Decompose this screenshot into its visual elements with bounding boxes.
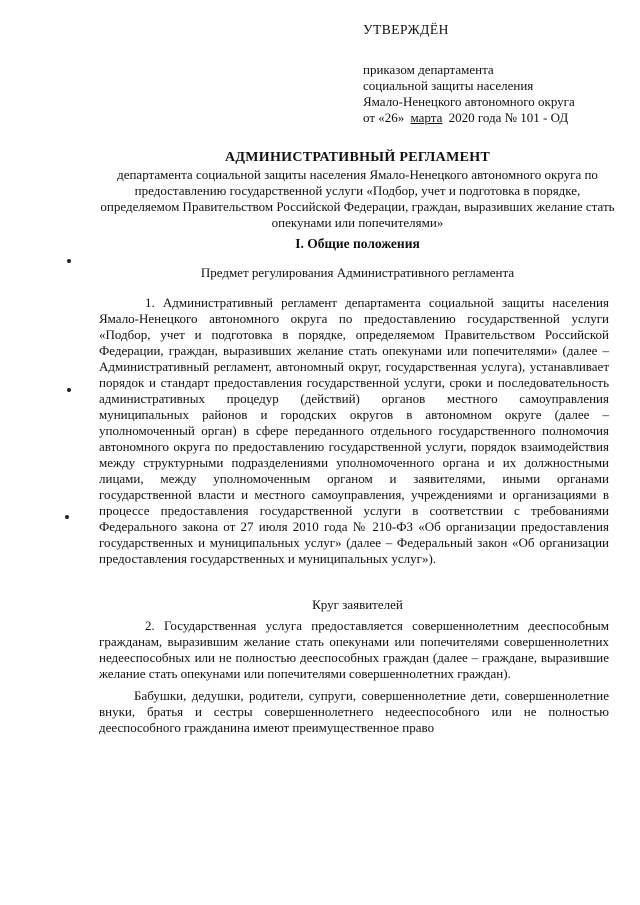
paragraph-1: 1. Административный регламент департамента социальной защиты населения Ямало-Ненецкого автономного округа по предоставлению государственной услуги «Подбор, учет и подготовка в порядке, определяемом Правительством Российской Федерации, граждан, выразивших желание стать опекунами или попечителями» (далее – Административный регламент, автономный округ, государственная услуга), устанавливает порядок и стандарт предоставления государственной услуги, сроки и последовательность административных процедур (действий) органов местного самоуправления муниципальных районов и городских округов в автономном округе (далее – уполномоченный орган) в сфере переданного отдельного государственного полномочия автономного округа по предоставлению государственной услуги, порядок взаимодействия между структурными подразделениями уполномоченного органа и их должностными лицами, между уполномоченным органом и заявителями, иными органами государственной власти и местного самоуправления, учреждениями и организациями в процессе предоставления государственной услуги в соответствии с требованиями Федерального закона от 27 июля 2010 года № 210-ФЗ «Об организации предоставления государственных и муниципальных услуг» (далее – Федеральный закон «Об организации предоставления государственных и муниципальных услуг»). bbox=[99, 295, 609, 566]
document-title-block bbox=[95, 150, 620, 231]
paragraph-3: Бабушки, дедушки, родители, супруги, совершеннолетние дети, совершеннолетние внуки, братья и сестры совершеннолетнего недееспособного или не полностью дееспособного гражданина имеют преимущественное право bbox=[99, 688, 609, 735]
paragraph-2: 2. Государственная услуга предоставляется совершеннолетним дееспособным гражданам, выразившим желание стать опекунами или попечителями совершеннолетних недееспособных или не полностью дееспособных граждан (далее – граждане, выразившие желание стать опекунами или попечителями совершеннолетних граждан). bbox=[99, 618, 609, 681]
approval-date-prefix: от «26» bbox=[363, 110, 405, 125]
margin-mark bbox=[65, 515, 69, 519]
approval-date-suffix: 2020 года № 101 - ОД bbox=[448, 110, 569, 125]
margin-mark bbox=[67, 259, 71, 263]
approval-stamp: УТВЕРЖДЁН bbox=[363, 22, 449, 37]
section-heading: I. Общие положения bbox=[295, 236, 420, 251]
approval-block bbox=[363, 22, 625, 126]
subheading-subject: Предмет регулирования Административного регламента bbox=[200, 265, 515, 280]
approval-line-3: Ямало-Ненецкого автономного округа bbox=[363, 94, 575, 109]
approval-line-1: приказом департамента bbox=[363, 62, 494, 77]
document-subtitle: департамента социальной защиты населения Ямало-Ненецкого автономного округа по предоставлению государственной услуги «Подбор, учет и подготовка в порядке, определяемом Правительством Российской Федерации, граждан, выразивших желание стать опекунами или попечителями» bbox=[100, 167, 615, 230]
subheading-applicants: Круг заявителей bbox=[312, 597, 403, 612]
approval-date-month: марта bbox=[410, 110, 443, 125]
document-title: АДМИНИСТРАТИВНЫЙ РЕГЛАМЕНТ bbox=[224, 150, 491, 165]
margin-mark bbox=[67, 388, 71, 392]
approval-line-2: социальной защиты населения bbox=[363, 78, 534, 93]
approval-date-line bbox=[363, 110, 625, 126]
